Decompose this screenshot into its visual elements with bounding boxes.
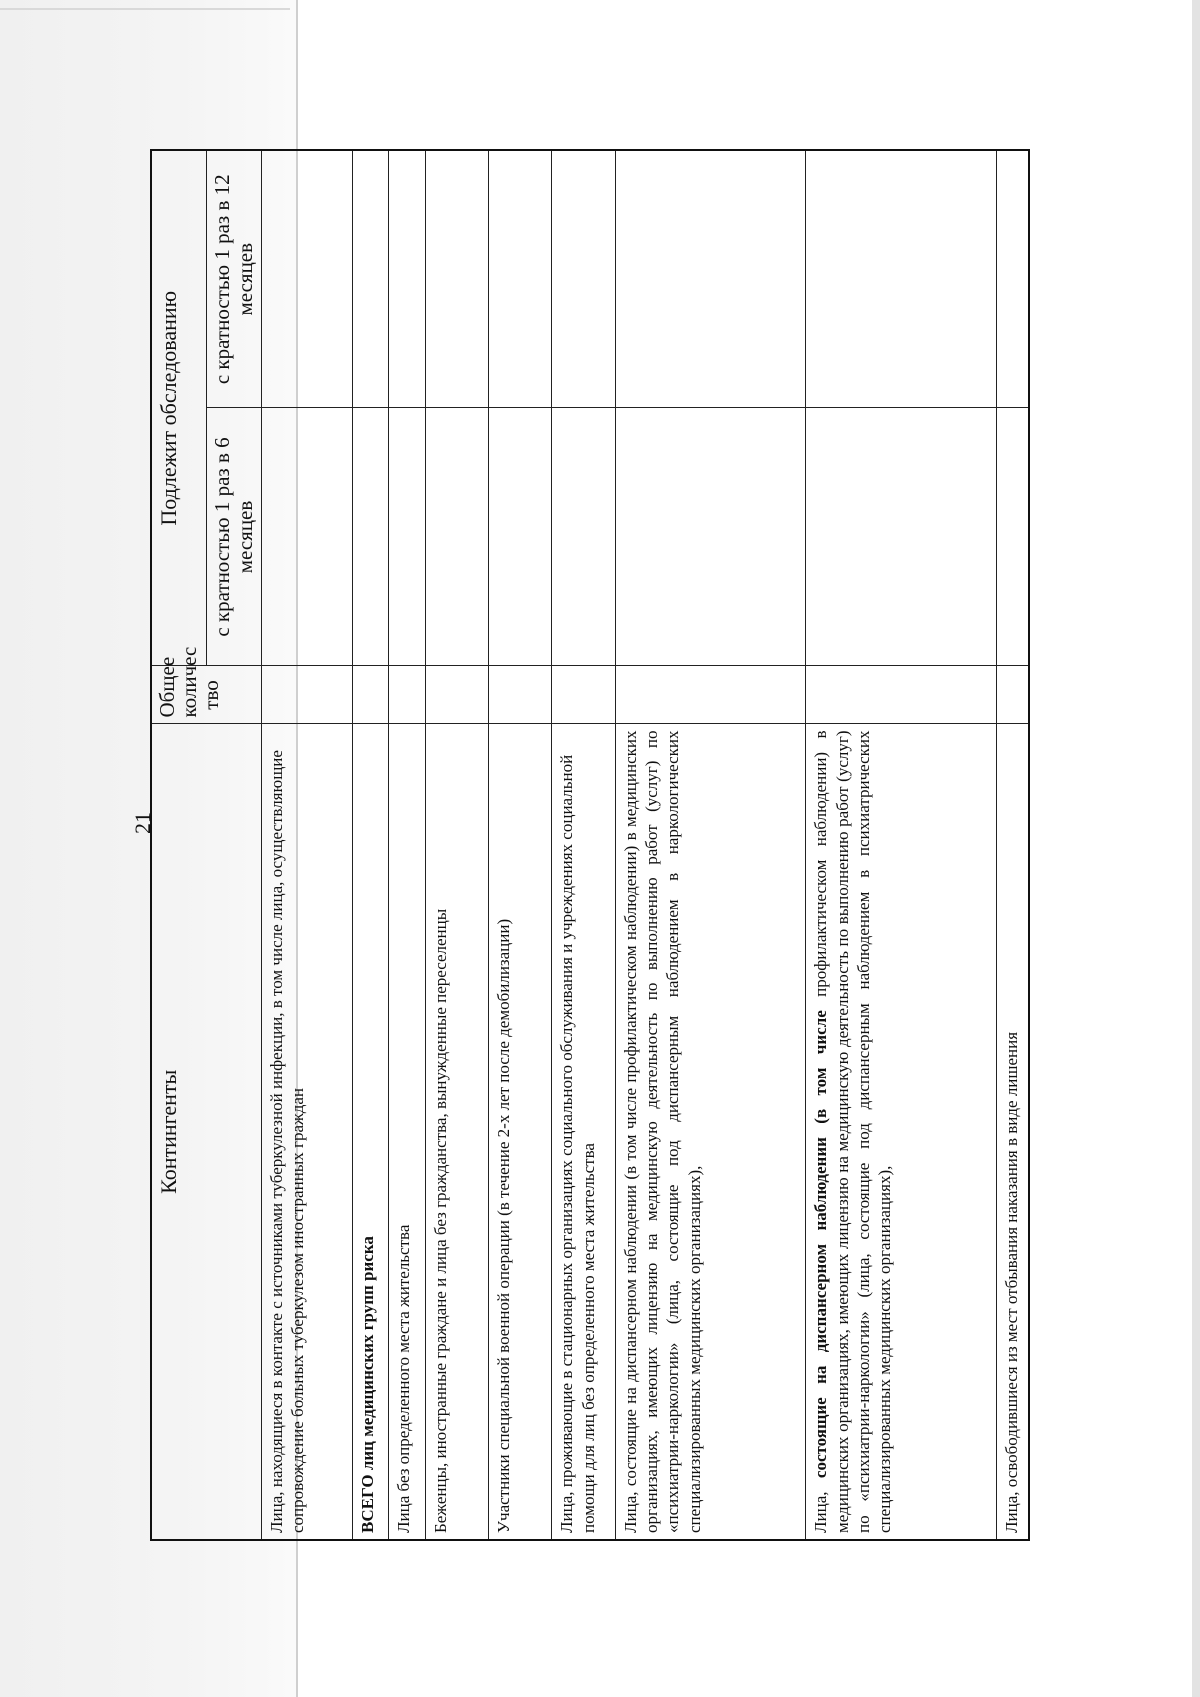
freq-6-cell[interactable] (552, 408, 615, 666)
table-row (996, 150, 1029, 1540)
freq-6-cell[interactable] (488, 408, 551, 666)
freq-6-cell[interactable] (996, 408, 1029, 666)
scanner-top-edge (0, 8, 290, 10)
row-label: Лица без определенного места жительства (389, 724, 425, 1540)
header-frequency-12-months: с кратностью 1 раз в 12 месяцев (207, 150, 262, 408)
table-row (806, 150, 996, 1540)
table-row (262, 150, 353, 1540)
freq-6-cell[interactable] (352, 408, 388, 666)
header-frequency-6-months: с кратностью 1 раз в 6 месяцев (207, 408, 262, 666)
table-row (352, 150, 388, 1540)
header-total: Общее количес тво (151, 666, 262, 724)
row-label: Участники специальной военной операции (в течение 2-х лет после демобилизации) (488, 724, 551, 1540)
row-label-part: профилактическом наблюдении) в медицинских организациях, имеющих лицензию на медицинскую деятельность по выполнению работ (услуг) по «психиатрии-наркологии» (лица, состоящие под диспансерным наблюдением в психиатрических специализированных медицинских организациях), (811, 730, 895, 1533)
row-label: ВСЕГО лиц медицинских групп риска (352, 724, 388, 1540)
scrollbar[interactable] (1192, 0, 1200, 1697)
total-cell[interactable] (488, 666, 551, 724)
total-cell[interactable] (552, 666, 615, 724)
freq-12-cell[interactable] (262, 150, 353, 408)
row-label: Лица, состоящие на диспансерном наблюдении (в том числе профилактическом наблюдении) в медицинских организациях, имеющих лицензию на медицинскую деятельность по выполнению работ (услуг) по «психиатрии-наркологии» (лица, состоящие под диспансерным наблюдением в наркологических специализированных медицинских организациях), (615, 724, 805, 1540)
row-label: Лица, находящиеся в контакте с источниками туберкулезной инфекции, в том числе лица, осуществляющие сопровождение больных туберкулезом иностранных граждан (262, 724, 353, 1540)
row-label: Лица, проживающие в стационарных организациях социального обслуживания и учреждениях социальной помощи для лиц без определенного места жительства (552, 724, 615, 1540)
freq-6-cell[interactable] (806, 408, 996, 666)
table-row (425, 150, 488, 1540)
freq-6-cell[interactable] (262, 408, 353, 666)
table-row (552, 150, 615, 1540)
total-cell[interactable] (425, 666, 488, 724)
freq-6-cell[interactable] (425, 408, 488, 666)
freq-12-cell[interactable] (615, 150, 805, 408)
total-cell[interactable] (615, 666, 805, 724)
total-cell[interactable] (262, 666, 353, 724)
row-label (806, 724, 996, 1540)
freq-12-cell[interactable] (552, 150, 615, 408)
table-row (615, 150, 805, 1540)
freq-12-cell[interactable] (389, 150, 425, 408)
total-cell[interactable] (389, 666, 425, 724)
row-label-emphasis: состоящие на диспансерном наблюдении (в том числе (811, 1010, 831, 1479)
page-number: 21 (130, 812, 155, 834)
contingents-table (150, 149, 1030, 1541)
row-label-part: Лица, (811, 1478, 831, 1533)
freq-12-cell[interactable] (488, 150, 551, 408)
table-row (389, 150, 425, 1540)
total-cell[interactable] (806, 666, 996, 724)
freq-6-cell[interactable] (389, 408, 425, 666)
row-label: Лица, освободившиеся из мест отбывания наказания в виде лишения (996, 724, 1029, 1540)
freq-6-cell[interactable] (615, 408, 805, 666)
freq-12-cell[interactable] (352, 150, 388, 408)
row-label: Беженцы, иностранные граждане и лица без гражданства, вынужденные переселенцы (425, 724, 488, 1540)
freq-12-cell[interactable] (996, 150, 1029, 408)
total-cell[interactable] (996, 666, 1029, 724)
freq-12-cell[interactable] (425, 150, 488, 408)
document-page (150, 151, 1030, 1541)
table-row (488, 150, 551, 1540)
freq-12-cell[interactable] (806, 150, 996, 408)
total-cell[interactable] (352, 666, 388, 724)
header-subject-group: Подлежит обследованию (151, 150, 207, 666)
header-contingents: Контингенты (151, 724, 262, 1540)
